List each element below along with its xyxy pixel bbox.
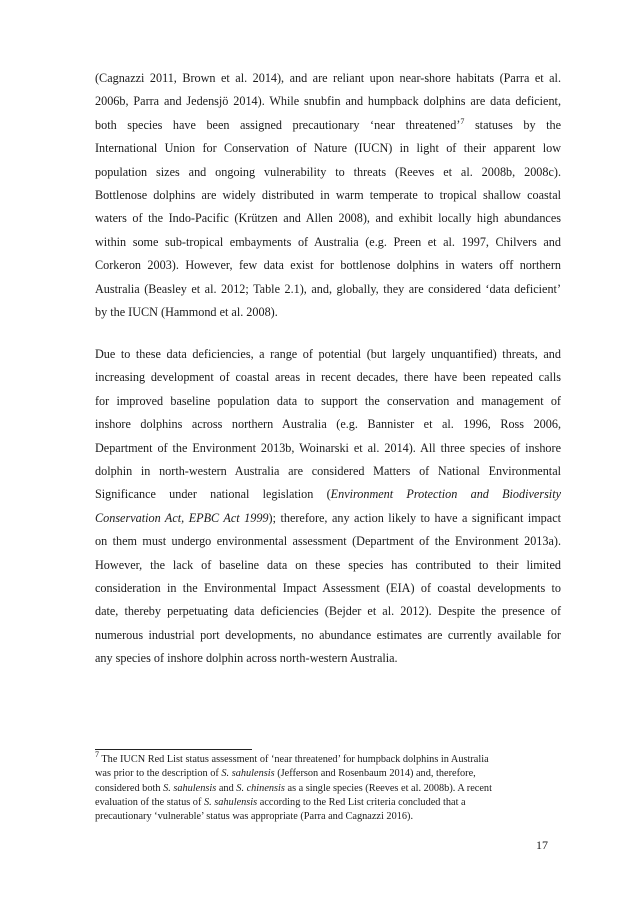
footnote-line: $^7$ The IUCN Red List status assessment of ‘near threatened’ for humpback dolphins in Australia: [95, 750, 489, 765]
text-line: for improved baseline population data to support the conservation and management of: [95, 393, 561, 408]
footnote-line: was prior to the description of S. sahulensis (Jefferson and Rosenbaum 2014) and, therefore,: [95, 768, 476, 780]
text-line: International Union for Conservation of Nature (IUCN) in light of their apparent low: [95, 141, 561, 156]
species-name: S. chinensis: [236, 782, 285, 794]
text-line: on them must undergo environmental assessment (Department of the Environment 2013a).: [95, 534, 561, 549]
footnote-line: considered both S. sahulensis and S. chinensis as a single species (Reeves et al. 2008b). A recent: [95, 782, 492, 794]
text-line: 2006b, Parra and Jedensjö 2014). While snubfin and humpback dolphins are data deficient,: [95, 94, 561, 109]
text-line: both species have been assigned precautionary ‘near threatened’$^7$ statuses by the: [95, 116, 561, 132]
paragraph-2: [95, 343, 561, 671]
text-line: by the IUCN (Hammond et al. 2008).: [95, 305, 278, 320]
text-line: Significance under national legislation (Environment Protection and Biodiversity: [95, 487, 561, 502]
text-line: date, thereby perpetuating data deficiencies (Bejder et al. 2012). Despite the presence of: [95, 604, 561, 619]
species-name: S. sahulensis: [221, 768, 275, 780]
text-line: increasing development of coastal areas in recent decades, there have been repeated calls: [95, 370, 561, 385]
italic-text: Conservation Act, EPBC Act 1999: [95, 510, 269, 525]
text-line: waters of the Indo-Pacific (Krützen and Allen 2008), and exhibit locally high abundances: [95, 211, 561, 226]
text-line: (Cagnazzi 2011, Brown et al. 2014), and are reliant upon near-shore habitats (Parra et al.: [95, 71, 561, 85]
page-number: 17: [536, 838, 548, 852]
footnote-separator: [95, 749, 252, 750]
text-line: Due to these data deficiencies, a range of potential (but largely unquantified) threats, and: [95, 347, 561, 361]
footnote-line: precautionary ‘vulnerable’ status was appropriate (Parra and Cagnazzi 2016).: [95, 811, 414, 823]
text-line: any species of inshore dolphin across north-western Australia.: [95, 651, 398, 666]
species-name: S. sahulensis: [163, 782, 217, 794]
text-line: numerous industrial port developments, no abundance estimates are currently available for: [95, 627, 561, 642]
italic-text: Environment Protection and Biodiversity: [330, 487, 561, 502]
text-line: Corkeron 2003). However, few data exist for bottlenose dolphins in waters off northern: [95, 258, 561, 273]
text-line: Bottlenose dolphins are widely distributed in warm temperate to tropical shallow coastal: [95, 188, 561, 203]
footnote-7: [95, 750, 561, 824]
text-line: dolphin in north-western Australia are considered Matters of National Environmental: [95, 464, 561, 479]
footnote-marker: 7: [95, 750, 99, 759]
text-line: population sizes and ongoing vulnerability to threats (Reeves et al. 2008b, 2008c).: [95, 164, 561, 179]
text-line: Department of the Environment 2013b, Woinarski et al. 2014). All three species of inshore: [95, 440, 561, 455]
footnote-reference: 7: [460, 116, 465, 126]
text-line: within some sub-tropical embayments of Australia (e.g. Preen et al. 1997, Chilvers and: [95, 234, 561, 249]
text-line: However, the lack of baseline data on these species has contributed to their limited: [95, 557, 561, 572]
paragraph-1: [95, 67, 561, 324]
footnote-line: evaluation of the status of S. sahulensis according to the Red List criteria concluded that a: [95, 796, 466, 808]
text-line: Australia (Beasley et al. 2012; Table 2.1), and, globally, they are considered ‘data deficient’: [95, 281, 561, 296]
text-line: consideration in the Environmental Impact Assessment (EIA) of coastal developments to: [95, 581, 561, 596]
text-line: inshore dolphins across northern Australia (e.g. Bannister et al. 1996, Ross 2006,: [95, 417, 561, 432]
species-name: S. sahulensis: [203, 796, 258, 808]
text-line: Conservation Act, EPBC Act 1999); therefore, any action likely to have a significant impact: [95, 510, 561, 525]
